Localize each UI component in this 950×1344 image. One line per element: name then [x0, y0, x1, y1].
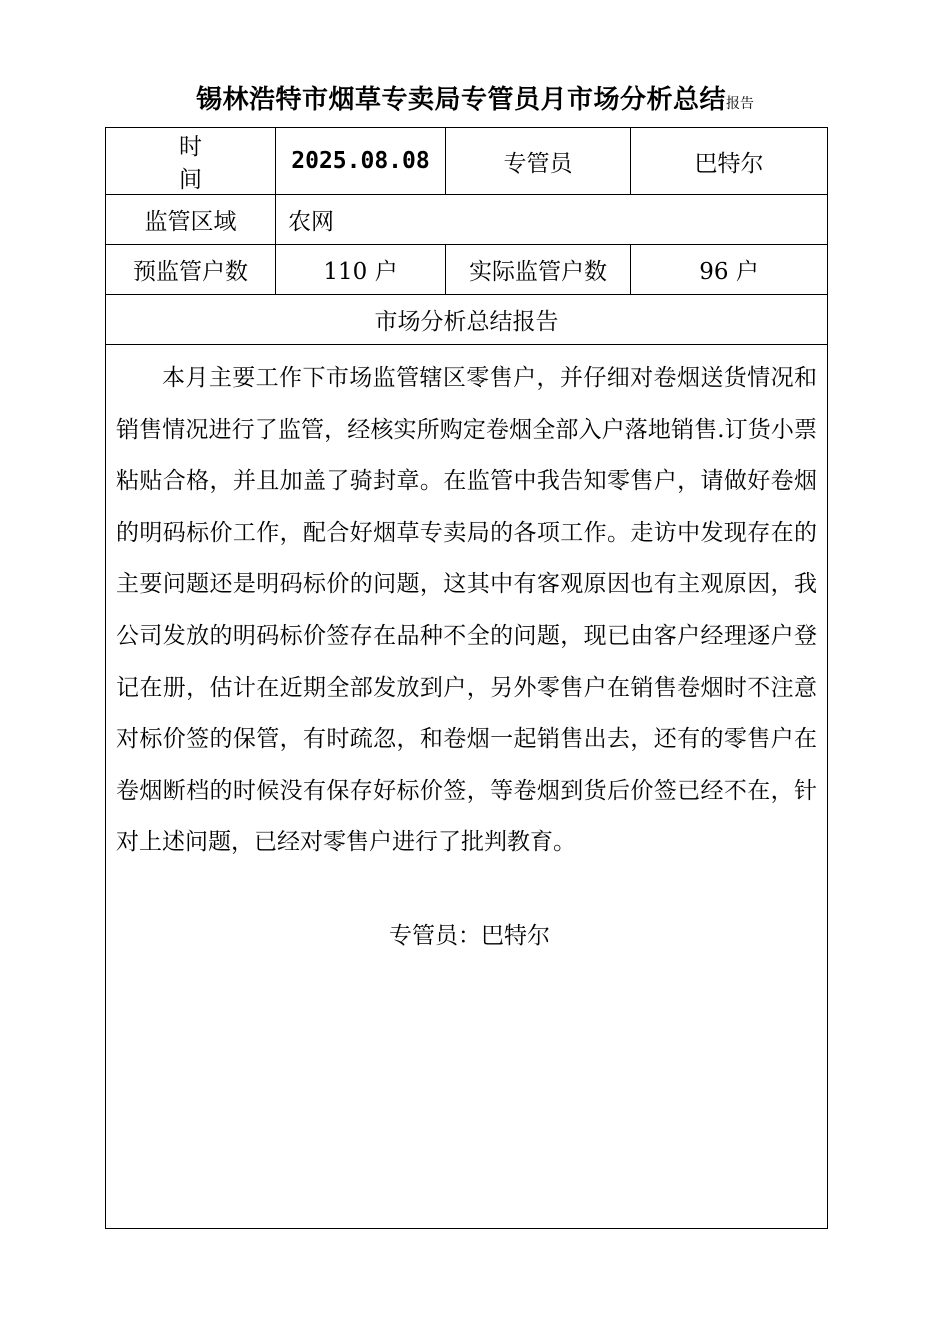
- manager-label: 专管员: [446, 128, 631, 195]
- planned-count-value: 110 户: [276, 245, 446, 295]
- actual-count-label: 实际监管户数: [446, 245, 631, 295]
- document-title: [0, 80, 950, 124]
- form-row-body: [106, 345, 828, 1229]
- area-label: 监管区域: [106, 195, 276, 245]
- report-body-text: 本月主要工作下市场监管辖区零售户，并仔细对卷烟送货情况和销售情况进行了监管，经核实所购定卷烟全部入户落地销售.订货小票粘贴合格，并且加盖了骑封章。在监管中我告知零售户，请做好卷烟的明码标价工作，配合好烟草专卖局的各项工作。走访中发现存在的主要问题还是明码标价的问题，这其中有客观原因也有主观原因，我公司发放的明码标价签存在品种不全的问题，现已由客户经理逐户登记在册，估计在近期全部发放到户，另外零售户在销售卷烟时不注意对标价签的保管，有时疏忽，和卷烟一起销售出去，还有的零售户在卷烟断档的时候没有保存好标价签，等卷烟到货后价签已经不在，针对上述问题，已经对零售户进行了批判教育。: [116, 365, 817, 856]
- report-form-table: [105, 127, 828, 1229]
- form-row-section-title: [106, 295, 828, 345]
- form-row-counts: [106, 245, 828, 295]
- actual-count-value: 96 户: [631, 245, 828, 295]
- time-label: 时间: [106, 128, 276, 195]
- planned-count-label: 预监管户数: [106, 245, 276, 295]
- section-title: 市场分析总结报告: [106, 295, 828, 345]
- form-row-area: [106, 195, 828, 245]
- manager-value: 巴特尔: [631, 128, 828, 195]
- report-body-cell: [106, 345, 828, 1229]
- title-text: 锡林浩特市烟草专卖局专管员月市场分析总结: [195, 85, 726, 115]
- area-value: 农网: [276, 195, 828, 245]
- title-suffix: 报告: [726, 96, 754, 112]
- signature: 专管员：巴特尔: [389, 922, 550, 949]
- form-row-time: [106, 128, 828, 195]
- time-value: 2025.08.08: [276, 128, 446, 195]
